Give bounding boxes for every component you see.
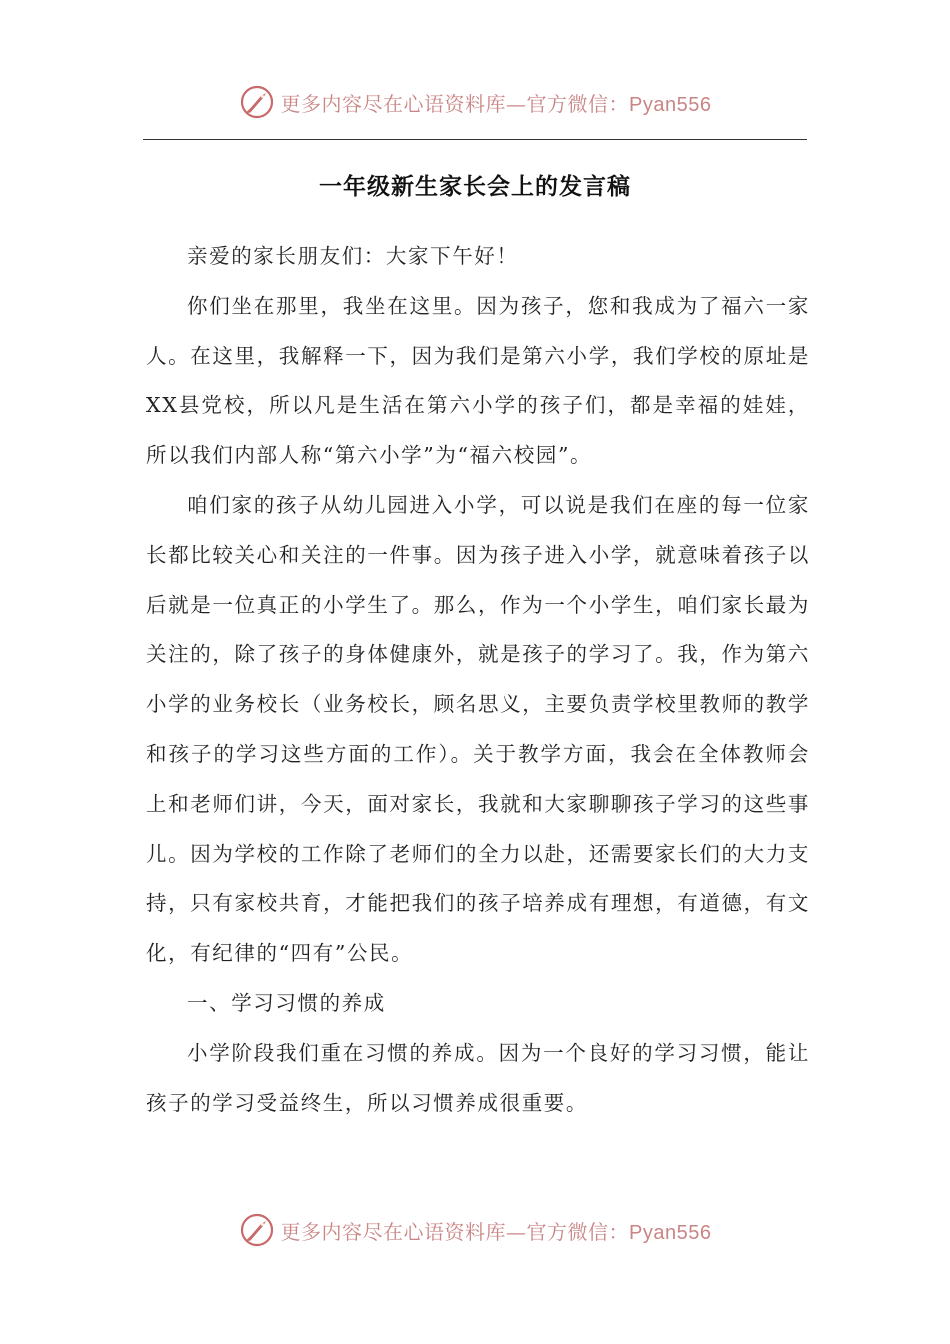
pen-nib-logo-icon bbox=[239, 84, 275, 120]
header-wechat-id: Pyan556 bbox=[629, 93, 712, 116]
header-banner-text bbox=[281, 88, 712, 117]
footer-banner bbox=[0, 1208, 950, 1252]
header-divider bbox=[143, 139, 807, 140]
document-body bbox=[146, 232, 810, 1128]
section-heading: 一、学习习惯的养成 bbox=[187, 990, 386, 1015]
paragraph-intro: 你们坐在那里，我坐在这里。因为孩子，您和我成为了福六一家人。在这里，我解释一下，因为我们是第六小学，我们学校的原址是XX县党校，所以凡是生活在第六小学的孩子们，都是幸福的娃娃，所以我们内部人称“第六小学”为“福六校园”。 bbox=[146, 293, 810, 468]
footer-banner-text bbox=[281, 1216, 712, 1245]
header-banner-label: 更多内容尽在心语资料库—官方微信： bbox=[280, 91, 630, 116]
footer-banner-label: 更多内容尽在心语资料库—官方微信： bbox=[280, 1219, 630, 1244]
header-banner bbox=[0, 80, 950, 124]
footer-wechat-id: Pyan556 bbox=[629, 1221, 712, 1244]
paragraph-greeting: 亲爱的家长朋友们：大家下午好！ bbox=[187, 244, 519, 268]
pen-nib-logo-icon bbox=[239, 1212, 275, 1248]
document-title: 一年级新生家长会上的发言稿 bbox=[319, 174, 631, 200]
paragraph-habits: 小学阶段我们重在习惯的养成。因为一个良好的学习习惯，能让孩子的学习受益终生，所以习惯养成很重要。 bbox=[146, 1040, 810, 1115]
paragraph-main: 咱们家的孩子从幼儿园进入小学，可以说是我们在座的每一位家长都比较关心和关注的一件事。因为孩子进入小学，就意味着孩子以后就是一位真正的小学生了。那么，作为一个小学生，咱们家长最为关注的，除了孩子的身体健康外，就是孩子的学习了。我，作为第六小学的业务校长（业务校长，顾名思义，主要负责学校里教师的教学和孩子的学习这些方面的工作）。关于教学方面，我会在全体教师会上和老师们讲，今天，面对家长，我就和大家聊聊孩子学习的这些事儿。因为学校的工作除了老师们的全力以赴，还需要家长们的大力支持，只有家校共育，才能把我们的孩子培养成有理想，有道德，有文化，有纪律的“四有”公民。 bbox=[146, 492, 810, 966]
